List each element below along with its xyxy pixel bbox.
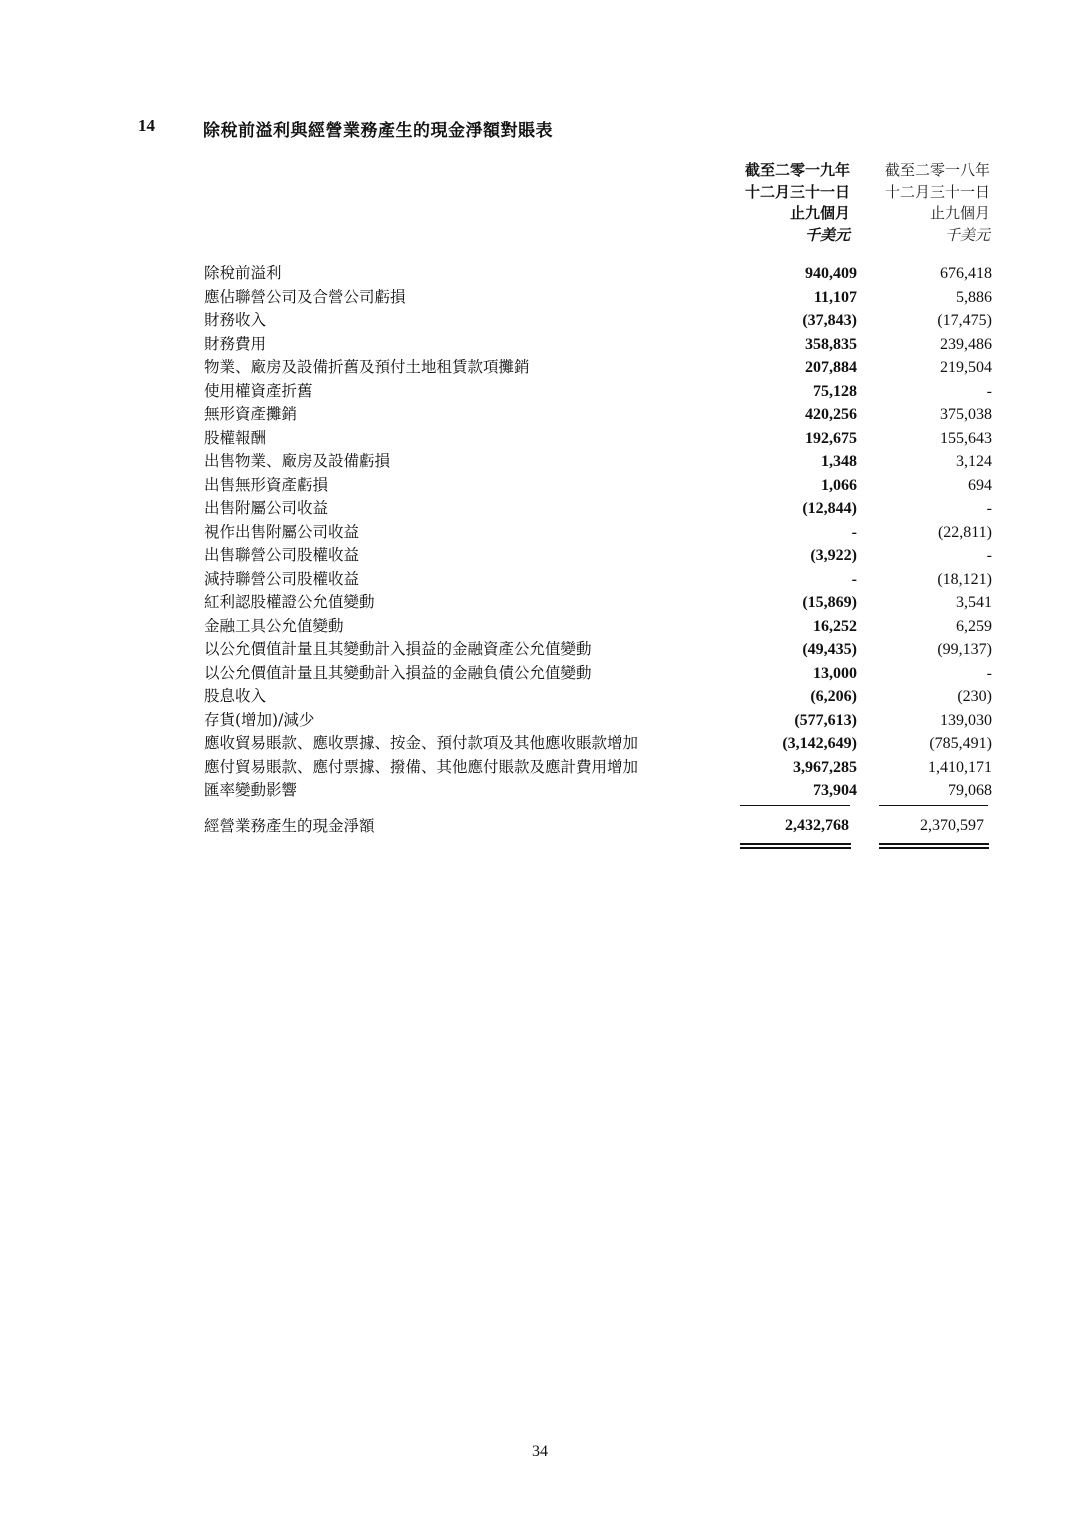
row-current-value: 75,128 [813,382,857,400]
row-previous-value: 3,124 [956,453,992,470]
header-current-unit: 千美元 [804,225,850,244]
table-row [0,450,1080,474]
row-current-value: 3,967,285 [793,758,857,776]
table-row [0,591,1080,615]
table-row [0,474,1080,498]
row-previous-value: 155,643 [940,429,992,447]
row-label: 股息收入 [204,687,267,705]
table-row [0,779,1080,803]
row-previous-value: - [986,382,992,400]
row-label: 應付貿易賬款、應付票據、撥備、其他應付賬款及應計費用增加 [204,757,639,776]
table-row [0,615,1080,639]
row-label: 以公允價值計量且其變動計入損益的金融資產公允值變動 [204,640,592,658]
row-label: 物業、廠房及設備折舊及預付土地租賃款項攤銷 [204,358,530,376]
table-row [0,709,1080,733]
header-previous-line: 截至二零一八年 [884,161,990,179]
row-previous-value: 6,259 [956,617,992,635]
table-row [0,521,1080,545]
row-label: 出售聯營公司股權收益 [204,546,360,564]
row-label: 出售附屬公司收益 [204,499,329,517]
section-title: 除稅前溢利與經營業務產生的現金淨額對賬表 [203,121,553,141]
table-row [0,568,1080,592]
row-label: 使用權資產折舊 [204,381,313,400]
row-current-value: 1,066 [821,476,857,494]
table-row [0,638,1080,662]
row-previous-value: 239,486 [940,335,992,353]
table-row [0,732,1080,756]
row-label: 股權報酬 [204,428,267,447]
row-previous-value: 139,030 [940,711,992,729]
row-current-value: 358,835 [805,335,857,353]
row-current-value: 420,256 [805,406,857,423]
row-current-value: (3,922) [810,547,857,564]
page-number: 34 [532,1443,548,1460]
row-previous-value: 3,541 [956,594,992,611]
header-current-line: 截至二零一九年 [744,161,850,179]
header-previous-unit: 千美元 [944,225,990,244]
table-row [0,356,1080,380]
row-label: 存貨(增加)/減少 [204,710,315,729]
row-label: 應佔聯營公司及合營公司虧損 [204,287,406,306]
row-previous-value: 1,410,171 [928,758,992,776]
row-current-value: (15,869) [802,594,857,611]
row-previous-value: (785,491) [929,735,992,752]
row-label: 財務費用 [204,334,267,353]
subtotal-rule-previous [879,805,988,806]
row-label: 視作出售附屬公司收益 [204,522,360,541]
row-current-value: 13,000 [813,664,857,682]
row-current-value: 192,675 [805,429,857,447]
row-label: 財務收入 [204,311,267,329]
table-row [0,685,1080,709]
table-row [0,497,1080,521]
row-label: 以公允價值計量且其變動計入損益的金融負債公允值變動 [204,663,592,682]
double-underline-current-bottom [740,847,851,851]
row-label: 應收貿易賬款、應收票據、按金、預付款項及其他應收賬款增加 [204,734,639,752]
row-current-value: 207,884 [805,359,857,376]
double-underline-previous-bottom [879,847,989,851]
row-previous-value: (22,811) [937,523,992,541]
header-previous-line: 十二月三十一日 [884,182,990,201]
table-row [0,333,1080,357]
row-previous-value: (99,137) [937,641,992,658]
table-row [0,262,1080,286]
reconciliation-table [0,262,1080,803]
row-label: 出售物業、廠房及設備虧損 [204,452,391,470]
row-previous-value: 219,504 [940,359,992,376]
table-row [0,286,1080,310]
row-previous-value: 375,038 [940,406,992,423]
row-label: 出售無形資產虧損 [204,475,329,494]
header-current-line: 十二月三十一日 [744,182,850,201]
row-current-value: 16,252 [813,617,857,635]
total-current-value: 2,432,768 [785,817,849,834]
row-label: 減持聯營公司股權收益 [204,569,360,588]
table-row [0,309,1080,333]
row-previous-value: (17,475) [937,312,992,329]
row-current-value: (6,206) [810,688,857,705]
table-row [0,544,1080,568]
row-label: 匯率變動影響 [204,781,298,799]
row-previous-value: - [986,664,992,682]
total-row [0,813,1080,839]
row-current-value: (577,613) [794,711,857,729]
row-previous-value: 5,886 [956,288,992,306]
header-current-line: 止九個月 [789,204,850,222]
row-label: 金融工具公允值變動 [204,616,344,635]
row-current-value: 940,409 [805,265,857,282]
row-previous-value: (230) [957,688,992,705]
row-previous-value: - [986,547,992,564]
row-current-value: - [851,523,857,541]
row-previous-value: 79,068 [948,782,992,799]
table-row [0,662,1080,686]
row-current-value: 73,904 [813,782,857,799]
row-current-value: (37,843) [802,312,857,329]
row-current-value: (3,142,649) [782,735,857,752]
row-current-value: (49,435) [802,641,857,658]
subtotal-rule-current [740,805,850,806]
row-label: 除稅前溢利 [204,264,282,282]
row-label: 無形資產攤銷 [204,405,298,423]
row-current-value: - [851,570,857,588]
row-previous-value: - [986,500,992,517]
header-previous-line: 止九個月 [929,204,990,222]
table-row [0,427,1080,451]
row-previous-value: (18,121) [937,570,992,588]
row-previous-value: 676,418 [940,265,992,282]
header-previous-period [810,160,990,246]
row-current-value: 1,348 [821,453,857,470]
row-current-value: 11,107 [813,288,857,306]
row-previous-value: 694 [968,476,992,494]
table-row [0,380,1080,404]
total-previous-value: 2,370,597 [920,817,984,834]
table-row [0,403,1080,427]
total-label: 經營業務產生的現金淨額 [204,817,375,835]
section-number: 14 [138,116,155,135]
row-label: 紅利認股權證公允值變動 [204,593,375,611]
row-current-value: (12,844) [802,500,857,517]
table-row [0,756,1080,780]
